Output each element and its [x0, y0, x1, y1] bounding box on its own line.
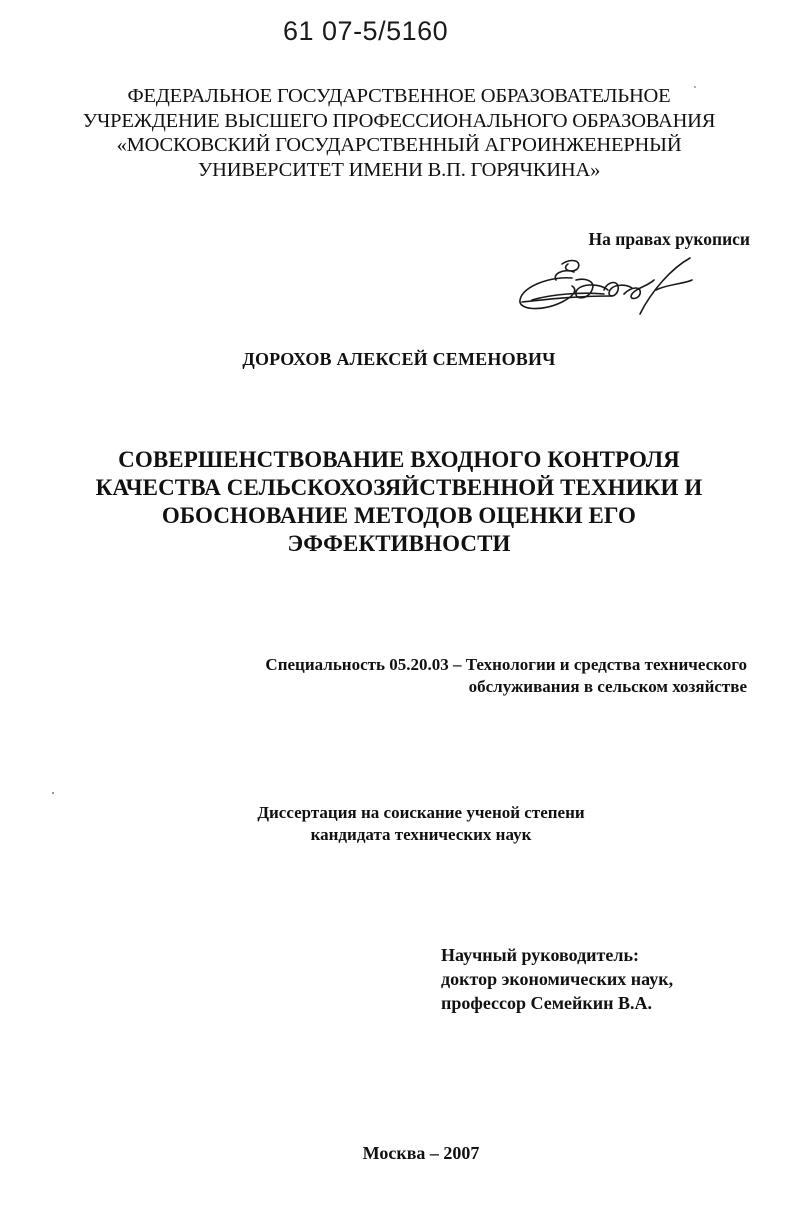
author-name: ДОРОХОВ АЛЕКСЕЙ СЕМЕНОВИЧ — [242, 349, 556, 369]
scan-speck — [52, 792, 54, 794]
supervisor-line: доктор экономических наук, — [441, 969, 674, 989]
city-year: Москва – 2007 — [362, 1143, 480, 1163]
specialty-line: Специальность 05.20.03 – Технологии и средства технического — [265, 655, 747, 674]
institution-line: «МОСКОВСКИЙ ГОСУДАРСТВЕННЫЙ АГРОИНЖЕНЕРНЫЙ — [116, 134, 682, 156]
supervisor-line: профессор Семейкин В.А. — [441, 993, 652, 1013]
specialty-line: обслуживания в сельском хозяйстве — [468, 677, 747, 696]
dissertation-title — [0, 446, 798, 558]
title-line: КАЧЕСТВА СЕЛЬСКОХОЗЯЙСТВЕННОЙ ТЕХНИКИ И — [95, 475, 703, 500]
supervisor-block — [441, 943, 673, 1015]
specialty-block — [202, 654, 747, 698]
degree-block — [0, 802, 798, 846]
degree-line: Диссертация на соискание ученой степени — [257, 803, 585, 822]
institution-line: УНИВЕРСИТЕТ ИМЕНИ В.П. ГОРЯЧКИНА» — [197, 158, 601, 181]
title-line: ЭФФЕКТИВНОСТИ — [287, 531, 511, 556]
title-line: СОВЕРШЕНСТВОВАНИЕ ВХОДНОГО КОНТРОЛЯ — [118, 447, 680, 472]
handwritten-signature — [512, 250, 712, 320]
institution-header — [0, 84, 798, 182]
supervisor-line: Научный руководитель: — [441, 945, 639, 965]
institution-line: УЧРЕЖДЕНИЕ ВЫСШЕГО ПРОФЕССИОНАЛЬНОГО ОБРАЗОВАНИЯ — [82, 109, 716, 132]
catalog-number: 61 07-5/5160 — [283, 16, 449, 46]
rights-note: На правах рукописи — [588, 229, 750, 249]
title-line: ОБОСНОВАНИЕ МЕТОДОВ ОЦЕНКИ ЕГО — [161, 503, 637, 528]
scan-speck — [694, 86, 696, 88]
institution-line: ФЕДЕРАЛЬНОЕ ГОСУДАРСТВЕННОЕ ОБРАЗОВАТЕЛЬНОЕ — [127, 85, 671, 107]
degree-line: кандидата технических наук — [310, 825, 532, 844]
